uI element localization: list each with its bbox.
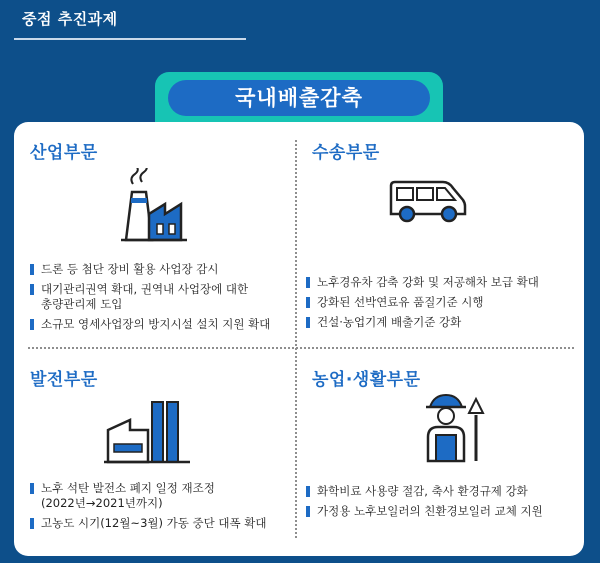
- list-item: 노후 석탄 발전소 폐지 일정 재조정: [30, 481, 266, 496]
- list-item: 대기관리권역 확대, 권역내 사업장에 대한: [30, 282, 270, 297]
- list-item-continued: (2022년→2021년까지): [41, 496, 163, 510]
- section-title-power: 발전부문: [30, 370, 98, 390]
- vertical-divider: [295, 140, 297, 538]
- industry-list: [30, 262, 270, 337]
- banner-title: 국내배출감축: [168, 80, 430, 116]
- list-item: 소규모 영세사업장의 방지시설 설치 지원 확대: [30, 317, 270, 332]
- factory-icon: [113, 168, 195, 244]
- power-list: [30, 481, 266, 536]
- list-item: 노후경유차 감축 강화 및 저공해차 보급 확대: [306, 275, 539, 290]
- transport-list: [306, 275, 539, 335]
- section-title-transport: 수송부문: [312, 143, 380, 163]
- power-plant-icon: [104, 400, 192, 464]
- list-item: 화학비료 사용량 절감, 축사 환경규제 강화: [306, 484, 543, 499]
- list-item: 고농도 시기(12월~3월) 가동 중단 대폭 확대: [30, 516, 266, 531]
- list-item: 가정용 노후보일러의 친환경보일러 교체 지원: [306, 504, 543, 519]
- page-title: 중점 추진과제: [22, 10, 118, 28]
- section-title-agri: 농업·생활부문: [312, 370, 421, 390]
- van-icon: [385, 176, 471, 228]
- list-item: 건설·농업기계 배출기준 강화: [306, 315, 539, 330]
- farmer-icon: [422, 391, 490, 465]
- horizontal-divider: [28, 347, 574, 349]
- list-item: 드론 등 첨단 장비 활용 사업장 감시: [30, 262, 270, 277]
- section-title-industry: 산업부문: [30, 143, 98, 163]
- agri-list: [306, 484, 543, 524]
- list-item: 강화된 선박연료유 품질기준 시행: [306, 295, 539, 310]
- title-underline: [14, 38, 246, 40]
- list-item-continued: 총량관리제 도입: [41, 297, 123, 311]
